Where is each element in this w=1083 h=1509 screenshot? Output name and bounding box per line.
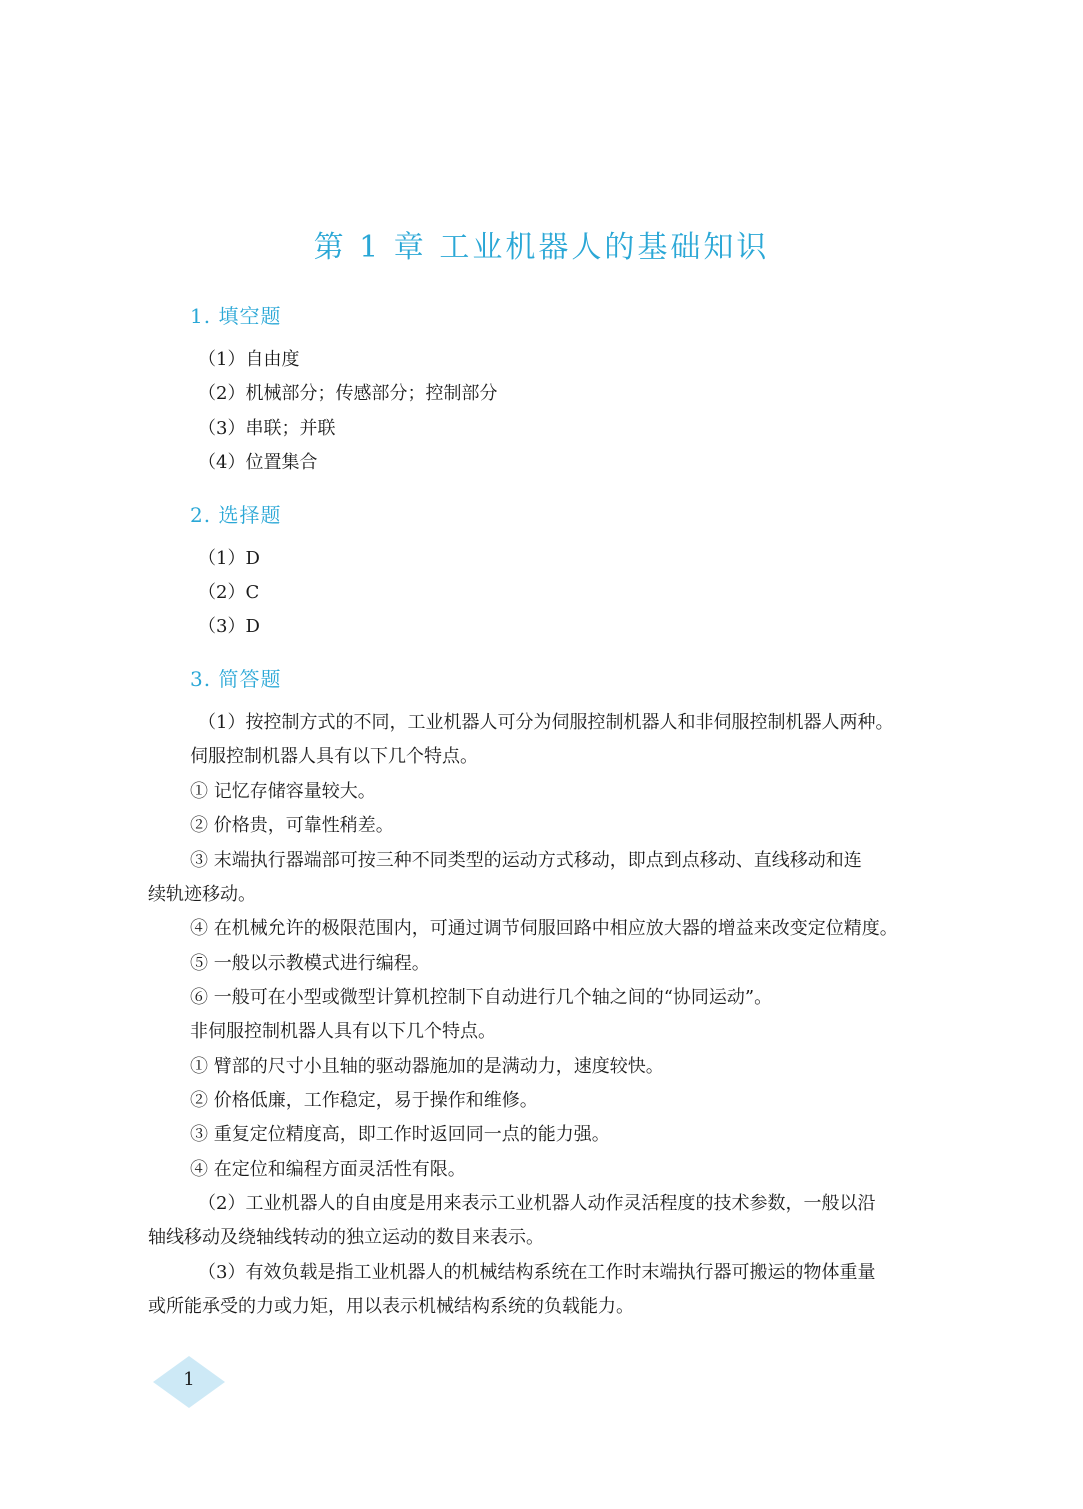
paragraph-line: ② 价格贵，可靠性稍差。 <box>190 815 394 836</box>
paragraph-line: ③ 末端执行器端部可按三种不同类型的运动方式移动，即点到点移动、直线移动和连 <box>190 850 862 871</box>
answer-line: （1）D <box>198 548 260 569</box>
paragraph-line: （3）有效负载是指工业机器人的机械结构系统在工作时末端执行器可搬运的物体重量 <box>198 1262 876 1283</box>
paragraph-line: （1）按控制方式的不同，工业机器人可分为伺服控制机器人和非伺服控制机器人两种。 <box>198 712 894 733</box>
paragraph-line: （2）工业机器人的自由度是用来表示工业机器人动作灵活程度的技术参数，一般以沿 <box>198 1193 876 1214</box>
section-heading-multiple-choice: 2. 选择题 <box>190 503 282 527</box>
paragraph-line: 或所能承受的力或力矩，用以表示机械结构系统的负载能力。 <box>148 1296 634 1317</box>
paragraph-line: ① 记忆存储容量较大。 <box>190 781 376 802</box>
section-heading-fill-blank: 1. 填空题 <box>190 304 282 328</box>
answer-line: （2）机械部分；传感部分；控制部分 <box>198 383 498 404</box>
section-heading-short-answer: 3. 简答题 <box>190 667 282 691</box>
paragraph-line: 续轨迹移动。 <box>148 884 256 905</box>
paragraph-line: ④ 在机械允许的极限范围内，可通过调节伺服回路中相应放大器的增益来改变定位精度。 <box>190 918 898 939</box>
answer-line: （4）位置集合 <box>198 452 318 473</box>
answer-line: （3）D <box>198 616 260 637</box>
page-number: 1 <box>183 1369 195 1390</box>
paragraph-line: ① 臂部的尺寸小且轴的驱动器施加的是满动力，速度较快。 <box>190 1056 664 1077</box>
paragraph-line: ⑤ 一般以示教模式进行编程。 <box>190 953 430 974</box>
page-number-badge <box>153 1356 225 1408</box>
paragraph-line: ④ 在定位和编程方面灵活性有限。 <box>190 1159 466 1180</box>
answer-line: （1）自由度 <box>198 349 300 370</box>
answer-line: （3）串联；并联 <box>198 418 336 439</box>
chapter-title: 第 1 章 工业机器人的基础知识 <box>313 230 770 265</box>
paragraph-line: 伺服控制机器人具有以下几个特点。 <box>190 746 478 767</box>
paragraph-line: ⑥ 一般可在小型或微型计算机控制下自动进行几个轴之间的“协同运动”。 <box>190 987 773 1008</box>
paragraph-line: ③ 重复定位精度高，即工作时返回同一点的能力强。 <box>190 1124 610 1145</box>
answer-line: （2）C <box>198 582 260 603</box>
paragraph-line: ② 价格低廉，工作稳定，易于操作和维修。 <box>190 1090 538 1111</box>
paragraph-line: 非伺服控制机器人具有以下几个特点。 <box>190 1021 496 1042</box>
paragraph-line: 轴线移动及绕轴线转动的独立运动的数目来表示。 <box>148 1227 544 1248</box>
